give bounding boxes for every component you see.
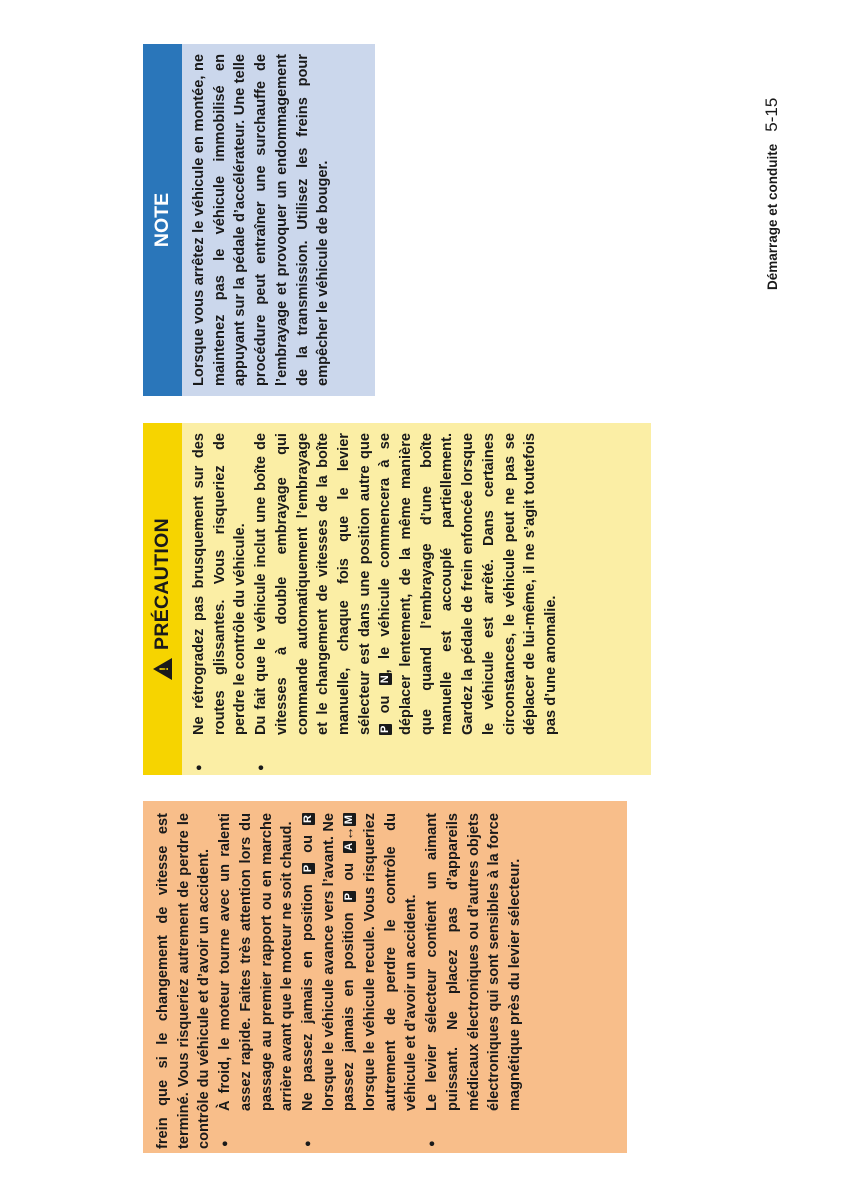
key-r-badge: R bbox=[301, 815, 314, 823]
precaution-title: PRÉCAUTION bbox=[151, 518, 173, 650]
key-n-badge: N bbox=[379, 675, 392, 684]
page-number: 5-15 bbox=[762, 97, 781, 132]
precaution-list bbox=[189, 433, 562, 773]
key-p-badge: P bbox=[379, 725, 392, 733]
caution-continued-intro: frein que si le changement de vitesse est terminé. Vous risqueriez autrement de perdre le contrôle du véhicule et d’avoir un accident. bbox=[155, 813, 213, 1149]
double-arrow-icon: ↔ bbox=[341, 826, 358, 841]
key-p-badge: P bbox=[301, 864, 314, 873]
caution-bullet-cold-engine: ● À froid, le moteur tourne avec un ralenti assez rapide. Faites très attention lors du passage au premier rapport ou en marche arrière avant que le moteur ne soit chaud. bbox=[215, 813, 298, 1149]
precaution-bullet-dual-clutch: ● Du fait que le véhicule inclut une boîte de vitesses à double embrayage qui commande automatiquement l’embrayage et le changement de vitesses de la boîte manuelle, chaque fois que le levier sélecteur est dans une position autre que P ou N, le véhicule commencera à se déplacer lentement, de la même manière que quand l’embrayage d’une boîte manuelle est accouplé partiellement. Gardez la pédale de frein enfoncée lorsque le véhicule est arrêté. Dans certaines circonstances, le véhicule peut ne pas se déplacer de lui-même, il ne s’agit toutefois pas d’une anomalie. bbox=[251, 433, 562, 773]
key-a-badge: A bbox=[343, 842, 356, 851]
caution-bullet-magnet: ● Le levier sélecteur contient un aimant puissant. Ne placez pas d’appareils médicaux électroniques ou d’autres objets électroniques qui sont sensibles à la force magnétique près du levier sélecteur. bbox=[422, 813, 526, 1149]
key-p-badge: P bbox=[343, 892, 356, 901]
precaution-bullet-downshift: ● Ne rétrogradez pas brusquement sur des routes glissantes. Vous risqueriez de perdre le contrôle du véhicule. bbox=[189, 433, 251, 773]
note-header bbox=[143, 44, 182, 396]
section-title: Démarrage et conduite bbox=[765, 143, 780, 290]
caution-continued-body bbox=[143, 801, 526, 1153]
note-body: Lorsque vous arrêtez le véhicule en montée, ne maintenez pas le véhicule immobilisé en appuyant sur la pédale d’accélérateur. Une telle procédure peut entraîner une surchauffe de l’embrayage et provoquer un endommagement de la transmission. Utilisez les freins pour empêcher le véhicule de bouger. bbox=[191, 54, 332, 386]
note-title: NOTE bbox=[151, 192, 173, 248]
key-m-badge: M bbox=[343, 815, 356, 825]
precaution-box bbox=[143, 423, 651, 775]
note-box bbox=[143, 44, 375, 396]
caution-continued-box bbox=[143, 801, 627, 1153]
precaution-body bbox=[182, 423, 562, 775]
caution-continued-list bbox=[215, 813, 526, 1149]
caution-bullet-park-reverse: ● Ne passez jamais en position P ou R lorsque le véhicule avance vers l’avant. Ne passez jamais en position P ou A↔M lorsque le véhicule recule. Vous risqueriez autrement de perdre le contrôle du véhicule et d’avoir un accident. bbox=[298, 813, 422, 1149]
page-footer bbox=[762, 0, 792, 290]
precaution-header bbox=[143, 423, 182, 775]
warning-triangle-icon: ! bbox=[153, 658, 172, 680]
